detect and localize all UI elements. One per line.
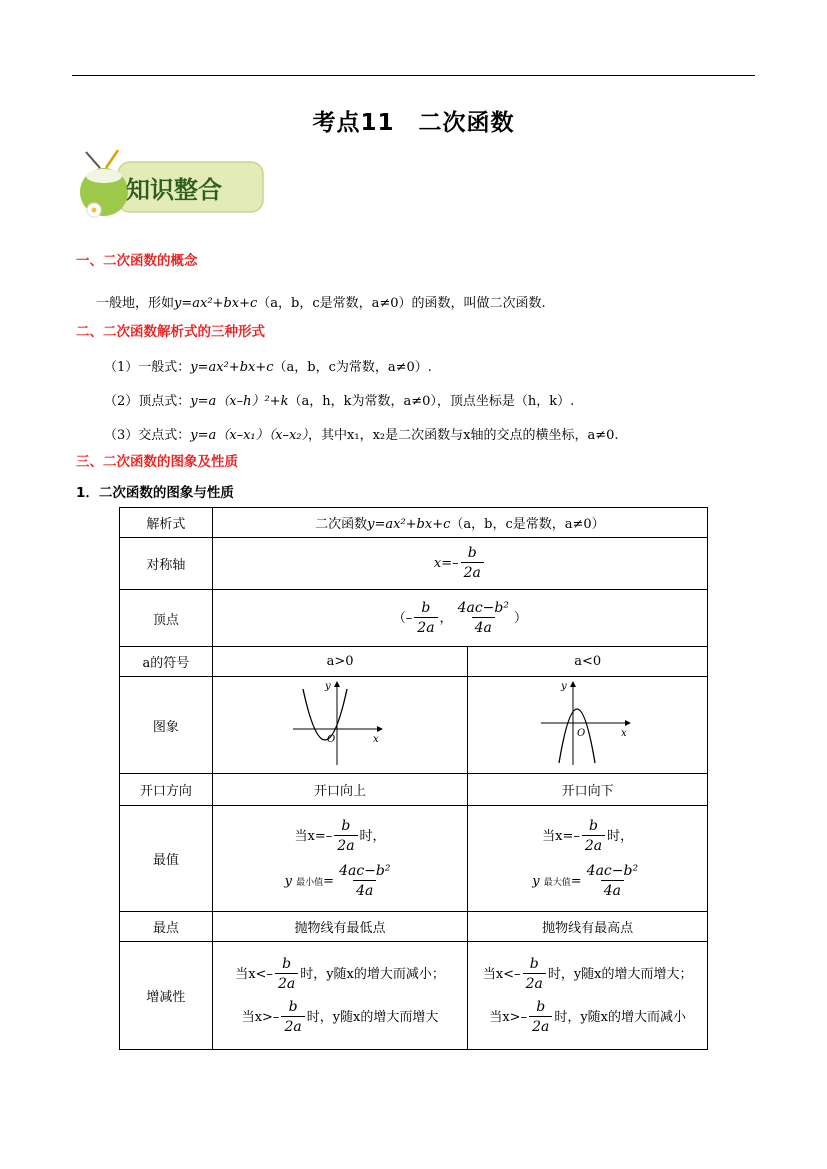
properties-table xyxy=(119,507,708,1050)
axis-y-label: y xyxy=(325,681,331,692)
row-label: 增减性 xyxy=(120,942,213,1050)
table-row xyxy=(120,508,708,538)
table-row xyxy=(120,774,708,806)
table-row xyxy=(120,806,708,912)
general-form-line: （1）一般式：y=ax²+bx+c（a，b，c为常数，a≠0）. xyxy=(104,360,432,375)
row-label: a的符号 xyxy=(120,647,213,677)
downward-parabola-graph xyxy=(533,677,643,769)
vertex-form-line: （2）顶点式：y=a（x–h）²+k（a，h，k为常数，a≠0），顶点坐标是（h，k）. xyxy=(104,394,575,409)
table-row xyxy=(120,538,708,590)
row-label: 图象 xyxy=(120,677,213,774)
concept-paragraph: 一般地，形如y=ax²+bx+c（a，b，c是常数，a≠0）的函数，叫做二次函数. xyxy=(96,296,546,311)
page-title: 考点11 二次函数 xyxy=(312,110,515,136)
origin-label: O xyxy=(327,734,336,745)
row-label: 最值 xyxy=(120,806,213,912)
table-row xyxy=(120,912,708,942)
point-neg: 抛物线有最高点 xyxy=(468,912,708,942)
extreme-neg: 当x=– $\frac{b}{2a}$ 时， y 最大值= $\frac{\text{4ac−b²}}{4a}$ xyxy=(468,806,708,912)
row-label: 顶点 xyxy=(120,590,213,647)
mono-neg: 当x<– $\frac{b}{2a}$ 时，y随x的增大而增大； 当x>– $\frac{b}{2a}$ 时，y随x的增大而减小 xyxy=(468,942,708,1050)
origin-label: O xyxy=(576,728,585,739)
sign-neg: a<0 xyxy=(468,647,708,677)
graph-upward-cell xyxy=(212,677,468,774)
mono-pos: 当x<– $\frac{b}{2a}$ 时，y随x的增大而减小； 当x>– $\frac{b}{2a}$ 时，y随x的增大而增大 xyxy=(212,942,468,1050)
open-pos: 开口向上 xyxy=(212,774,468,806)
upward-parabola-graph xyxy=(285,677,395,769)
row-label: 最点 xyxy=(120,912,213,942)
row-label: 开口方向 xyxy=(120,774,213,806)
banner-label: 知识整合 xyxy=(126,176,222,204)
table-row xyxy=(120,647,708,677)
axis-x-label: x xyxy=(373,734,379,745)
table-row xyxy=(120,590,708,647)
expr-cell: 二次函数y=ax²+bx+c（a，b，c是常数，a≠0） xyxy=(212,508,707,538)
subsection-1-heading: 1．二次函数的图象与性质 xyxy=(76,485,234,501)
extreme-pos: 当x=– $\frac{b}{2a}$ 时， y 最小值= $\frac{\text{4ac−b²}}{4a}$ xyxy=(212,806,468,912)
knowledge-banner xyxy=(78,150,268,229)
point-pos: 抛物线有最低点 xyxy=(212,912,468,942)
coconut-banner-graphic xyxy=(78,150,268,225)
vertex-cell: （– $\frac{b}{2a}$ ， $\frac{\text{4ac−b²}}{4a}$ ） xyxy=(212,590,707,647)
section-2-heading: 二、二次函数解析式的三种形式 xyxy=(76,324,265,340)
axis-x-label: x xyxy=(620,728,627,739)
table-row xyxy=(120,677,708,774)
intercept-form-line: （3）交点式：y=a（x–x₁）（x–x₂），其中x₁，x₂是二次函数与x轴的交点的横坐标，a≠0. xyxy=(104,428,619,443)
row-label: 对称轴 xyxy=(120,538,213,590)
graph-downward-cell xyxy=(468,677,708,774)
axis-y-label: y xyxy=(560,681,567,692)
section-3-heading: 三、二次函数的图象及性质 xyxy=(76,454,238,470)
section-1-heading: 一、二次函数的概念 xyxy=(76,253,198,269)
table-row xyxy=(120,942,708,1050)
sign-pos: a>0 xyxy=(212,647,468,677)
row-label: 解析式 xyxy=(120,508,213,538)
open-neg: 开口向下 xyxy=(468,774,708,806)
axis-cell: x=– $\frac{b}{2a}$ xyxy=(212,538,707,590)
header-rule xyxy=(72,75,755,76)
